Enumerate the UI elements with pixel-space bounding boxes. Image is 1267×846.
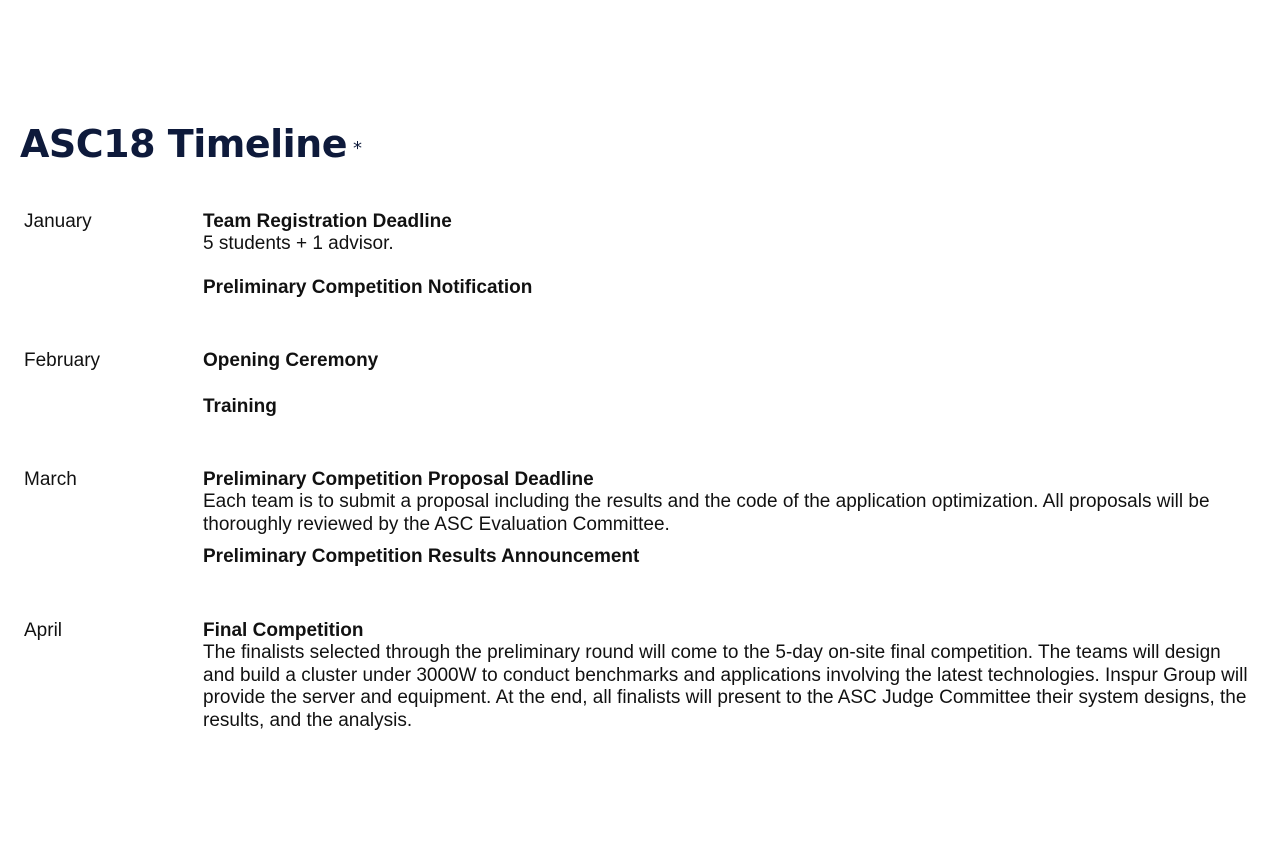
timeline-event xyxy=(203,350,1253,372)
month-january: January xyxy=(24,211,92,232)
timeline-event xyxy=(203,396,1253,418)
timeline-event xyxy=(203,546,1253,568)
event-description: 5 students + 1 advisor. xyxy=(203,233,394,254)
timeline-event xyxy=(203,620,1253,732)
event-title: Team Registration Deadline xyxy=(203,211,452,232)
event-title: Opening Ceremony xyxy=(203,350,379,371)
event-title: Preliminary Competition Results Announcement xyxy=(203,546,640,567)
event-description: Each team is to submit a proposal including the results and the code of the application optimization. All proposals will be thoroughly reviewed by the ASC Evaluation Committee. xyxy=(203,491,1210,535)
page-title xyxy=(20,122,361,169)
event-description: The finalists selected through the preliminary round will come to the 5-day on-site final competition. The teams will design and build a cluster under 3000W to conduct benchmarks and applications involving the latest technologies. Inspur Group will provide the server and equipment. At the end, all finalists will present to the ASC Judge Committee their system designs, the results, and the analysis. xyxy=(203,642,1248,731)
event-title: Preliminary Competition Notification xyxy=(203,277,533,298)
event-title: Preliminary Competition Proposal Deadline xyxy=(203,469,594,490)
timeline-event xyxy=(203,211,1253,256)
timeline-event xyxy=(203,469,1253,536)
event-title: Final Competition xyxy=(203,620,364,641)
month-february: February xyxy=(24,350,101,371)
page-title-text: ASC18 Timeline xyxy=(20,122,347,166)
month-april: April xyxy=(24,620,63,641)
month-march: March xyxy=(24,469,77,490)
title-marker: * xyxy=(352,137,362,159)
event-title: Training xyxy=(203,396,277,417)
timeline-event xyxy=(203,277,1253,299)
